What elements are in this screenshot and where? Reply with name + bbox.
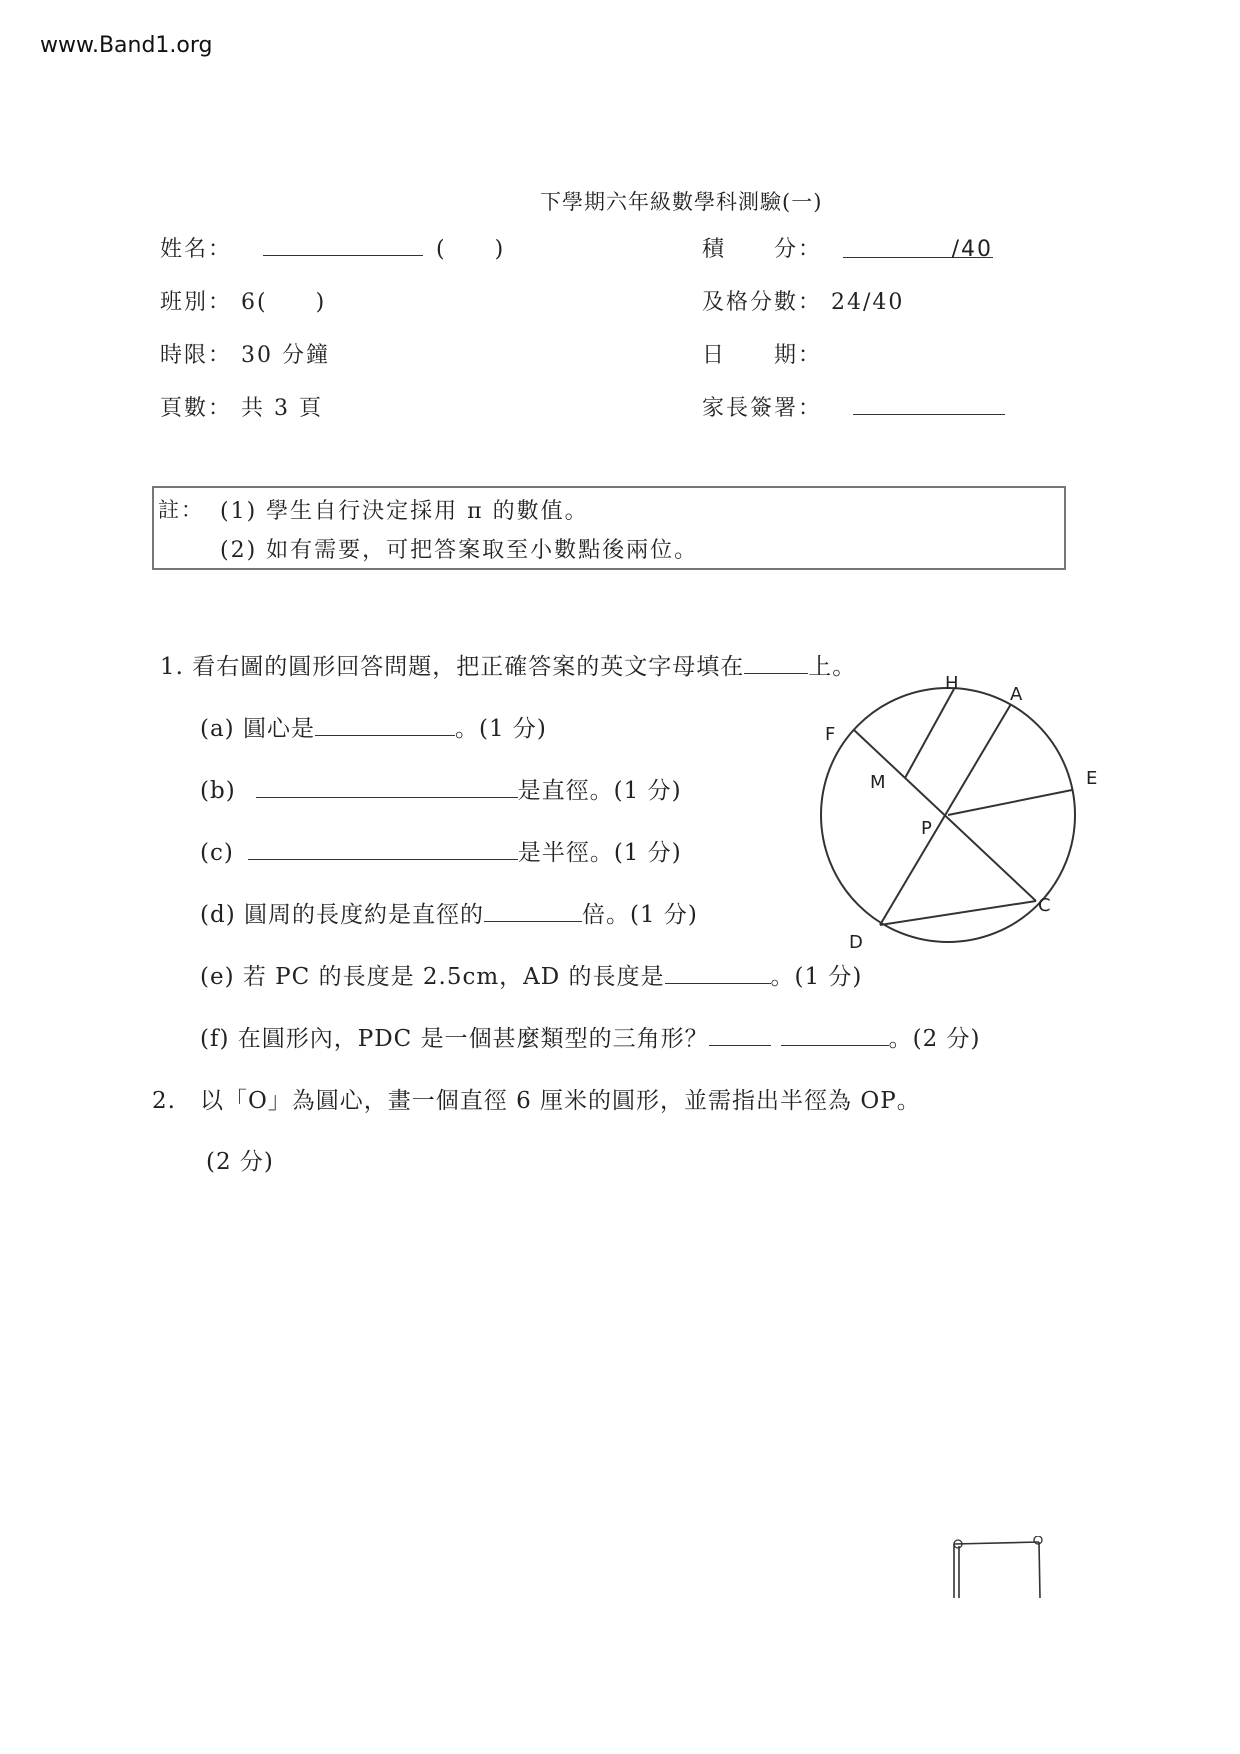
q1-stem-end: 上。 — [808, 654, 857, 680]
segment-dc — [880, 901, 1036, 925]
note-2: (2) 如有需要，可把答案取至小數點後兩位。 — [220, 538, 699, 563]
q1a-marks: 。(1 分) — [454, 716, 547, 742]
date-label: 日 期： — [702, 343, 823, 368]
segment-pe — [948, 790, 1072, 815]
q1d-blank[interactable] — [484, 901, 582, 922]
q1e — [200, 958, 862, 991]
q1e-blank[interactable] — [665, 963, 771, 984]
q1c-text: (c) — [200, 840, 234, 866]
q1d-marks: 倍。(1 分) — [581, 902, 698, 928]
q1c — [200, 834, 682, 867]
q1f-blank-1[interactable] — [709, 1025, 771, 1046]
site-url[interactable]: www.Band1.org — [40, 33, 213, 58]
q1b-text: (b) — [200, 778, 236, 804]
q2-marks: (2 分) — [206, 1149, 274, 1175]
name-row — [160, 232, 505, 263]
q1c-marks: 是半徑。(1 分) — [517, 840, 682, 866]
pages-row — [160, 391, 323, 422]
q1f-text: (f) 在圓形內，PDC 是一個甚麼類型的三角形？ — [200, 1026, 709, 1052]
time-row — [160, 338, 330, 369]
score-row — [702, 232, 993, 263]
pass-row — [702, 285, 904, 316]
label-f: F — [825, 724, 836, 745]
segment-mh — [905, 689, 954, 778]
circle-diagram — [800, 670, 1120, 970]
pass-label: 及格分數： — [702, 290, 823, 315]
q1f — [200, 1020, 981, 1053]
q1e-text: (e) 若 PC 的長度是 2.5cm，AD 的長度是 — [200, 964, 665, 990]
time-label: 時限： — [160, 343, 233, 368]
q1-stem — [160, 648, 856, 681]
q1e-marks: 。(1 分) — [770, 964, 863, 990]
q1f-blank-2[interactable] — [781, 1025, 889, 1046]
pass-value: 24/40 — [831, 290, 905, 315]
q1-stem-blank — [744, 653, 808, 674]
label-h: H — [945, 673, 959, 694]
name-label: 姓名： — [160, 237, 233, 262]
sign-blank[interactable] — [853, 394, 1005, 415]
sign-label: 家長簽署： — [702, 396, 823, 421]
chord-ad — [880, 704, 1011, 925]
label-p: P — [921, 818, 932, 839]
label-e: E — [1086, 768, 1098, 789]
q1f-marks: 。(2 分) — [888, 1026, 981, 1052]
label-c: C — [1038, 895, 1051, 916]
note-1: (1) 學生自行決定採用 π 的數值。 — [220, 499, 589, 524]
class-row — [160, 285, 326, 316]
q1d — [200, 896, 698, 929]
q1a-text: (a) 圓心是 — [200, 716, 315, 742]
date-row — [702, 338, 822, 369]
class-value: 6( ) — [241, 290, 327, 315]
pages-value: 共 3 頁 — [241, 396, 323, 421]
score-blank[interactable] — [843, 237, 994, 262]
q1a — [200, 710, 547, 743]
sign-row — [702, 391, 1005, 422]
q1b — [200, 772, 682, 805]
q1b-marks: 是直徑。(1 分) — [517, 778, 682, 804]
pages-label: 頁數： — [160, 396, 233, 421]
score-label: 積 分： — [702, 237, 823, 262]
q1a-blank[interactable] — [315, 715, 455, 736]
time-value: 30 分鐘 — [241, 343, 331, 368]
notes-label: 註： — [158, 498, 204, 522]
name-blank[interactable] — [263, 235, 423, 256]
q1c-blank[interactable] — [248, 839, 518, 860]
class-number-paren: ( ) — [436, 237, 506, 262]
label-d: D — [849, 932, 863, 953]
q1d-text: (d) 圓周的長度約是直徑的 — [200, 902, 484, 928]
q1-stem-text: 1. 看右圖的圓形回答問題，把正確答案的英文字母填在 — [160, 654, 745, 680]
label-a: A — [1010, 684, 1023, 705]
exam-title: 下學期六年級數學科測驗(一) — [540, 190, 823, 214]
q2-text: 2. 以「O」為圓心，畫一個直徑 6 厘米的圓形，並需指出半徑為 OP。 — [152, 1088, 921, 1114]
q1b-blank[interactable] — [256, 777, 518, 798]
page-turn-mark — [944, 1536, 1044, 1606]
label-m: M — [870, 772, 886, 793]
score-total: /40 — [951, 237, 994, 262]
class-label: 班別： — [160, 290, 233, 315]
